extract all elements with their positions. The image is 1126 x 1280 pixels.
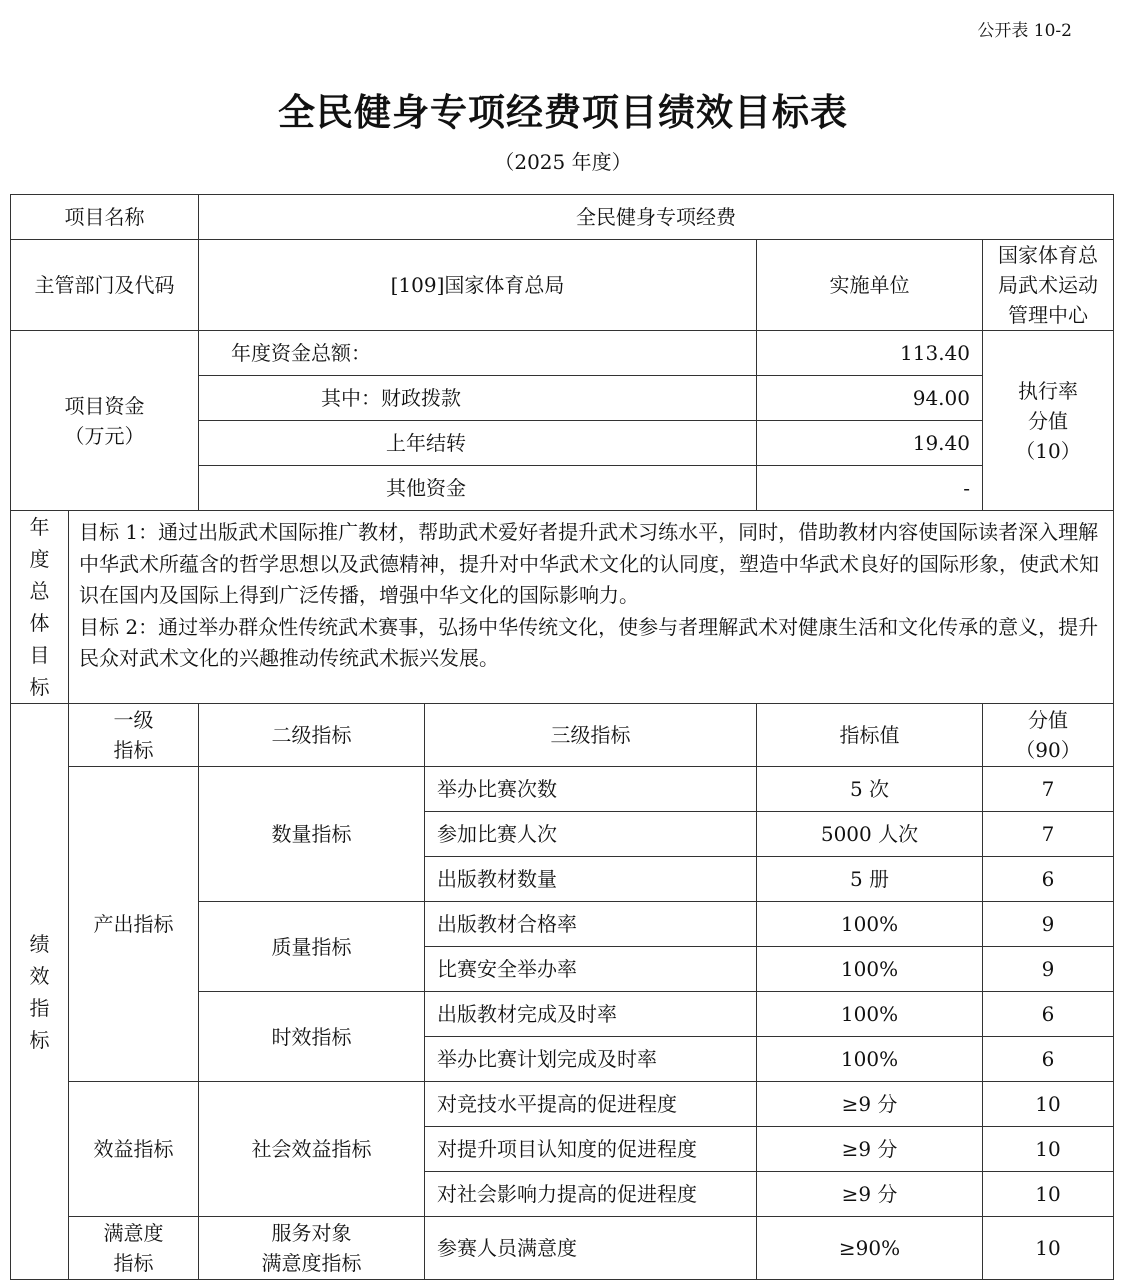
quality-indicator-label: 质量指标 — [199, 902, 425, 992]
satisfaction-indicator-label — [69, 1217, 199, 1280]
exec-rate-score — [983, 331, 1114, 511]
project-name-value: 全民健身专项经费 — [199, 195, 1114, 240]
indicator-value: 100% — [757, 947, 983, 992]
col-header-level3: 三级指标 — [425, 704, 757, 767]
indicator-score: 7 — [983, 812, 1114, 857]
benefit-indicator-label: 效益指标 — [69, 1082, 199, 1217]
indicator-name: 出版教材数量 — [425, 857, 757, 902]
exec-rate-line1: 执行率 — [1018, 378, 1078, 403]
table-row — [11, 1082, 1114, 1127]
col-header-level1 — [69, 704, 199, 767]
indicator-name: 对提升项目认知度的促进程度 — [425, 1127, 757, 1172]
goal-label-char: 体 — [29, 611, 50, 635]
goal-1: 目标 1：通过出版武术国际推广教材，帮助武术爱好者提升武术习练水平，同时，借助教材内容使国际读者深入理解中华武术所蕴含的哲学思想以及武德精神，提升对中华武术文化的认同度，塑造中华武术良好的国际形象，使武术知识在国内及国际上得到广泛传播，增强中华文化的国际影响力。 — [79, 520, 1099, 608]
indicator-value: ≥90% — [757, 1217, 983, 1280]
exec-rate-line3: （10） — [1015, 438, 1081, 463]
dept-label: 主管部门及代码 — [11, 240, 199, 331]
table-row — [11, 767, 1114, 812]
goal-2: 目标 2：通过举办群众性传统武术赛事，弘扬中华传统文化，使参与者理解武术对健康生活和文化传承的意义，提升民众对武术文化的兴趣推动传统武术振兴发展。 — [79, 614, 1099, 671]
dept-value: [109]国家体育总局 — [199, 240, 757, 331]
carryover-label-text: 上年结转 — [386, 431, 466, 455]
indicator-value: 5 册 — [757, 857, 983, 902]
carryover-value: 19.40 — [757, 421, 983, 466]
satisfaction-line2: 指标 — [113, 1251, 154, 1275]
service-satisfaction-label — [199, 1217, 425, 1280]
indicator-value: 100% — [757, 992, 983, 1037]
indicator-score: 9 — [983, 947, 1114, 992]
indicators-label — [11, 704, 69, 1280]
indicator-name: 比赛安全举办率 — [425, 947, 757, 992]
indicator-value: ≥9 分 — [757, 1172, 983, 1217]
fiscal-funds-value: 94.00 — [757, 376, 983, 421]
indicator-score: 10 — [983, 1172, 1114, 1217]
exec-rate-line2: 分值 — [1028, 408, 1068, 433]
indicator-name: 参赛人员满意度 — [425, 1217, 757, 1280]
indicators-label-char: 绩 — [29, 931, 50, 956]
table-row — [11, 1217, 1114, 1280]
page-title: 全民健身专项经费项目绩效目标表 — [278, 91, 848, 134]
goal-label-char: 度 — [29, 547, 50, 571]
indicator-score: 9 — [983, 902, 1114, 947]
service-line1: 服务对象 — [271, 1221, 352, 1245]
col-header-score — [983, 704, 1114, 767]
service-line2: 满意度指标 — [261, 1251, 362, 1275]
total-funds-label — [199, 331, 757, 376]
indicators-label-char: 指 — [29, 995, 50, 1020]
indicator-score: 6 — [983, 857, 1114, 902]
annual-goal-text — [69, 511, 1114, 704]
indicators-label-char: 标 — [29, 1027, 50, 1052]
goal-label-char: 总 — [29, 579, 50, 603]
satisfaction-line1: 满意度 — [103, 1221, 164, 1245]
indicator-score: 7 — [983, 767, 1114, 812]
indicator-score: 6 — [983, 992, 1114, 1037]
indicator-value: 5000 人次 — [757, 812, 983, 857]
annual-goal-label — [11, 511, 69, 704]
indicator-value: ≥9 分 — [757, 1082, 983, 1127]
fiscal-funds-label — [199, 376, 757, 421]
timeliness-indicator-label: 时效指标 — [199, 992, 425, 1082]
indicator-name: 举办比赛计划完成及时率 — [425, 1037, 757, 1082]
indicator-value: 100% — [757, 1037, 983, 1082]
funds-label-line1: 项目资金 — [64, 393, 145, 418]
indicator-score: 10 — [983, 1217, 1114, 1280]
form-code: 公开表 10-2 — [977, 21, 1072, 41]
col-header-value: 指标值 — [757, 704, 983, 767]
impl-label: 实施单位 — [757, 240, 983, 331]
indicator-name: 对社会影响力提高的促进程度 — [425, 1172, 757, 1217]
col-header-level1-line2: 指标 — [113, 738, 154, 762]
col-header-level2: 二级指标 — [199, 704, 425, 767]
funds-label — [11, 331, 199, 511]
social-benefit-label: 社会效益指标 — [199, 1082, 425, 1217]
project-name-label: 项目名称 — [11, 195, 199, 240]
indicator-value: 100% — [757, 902, 983, 947]
indicator-name: 举办比赛次数 — [425, 767, 757, 812]
indicator-score: 10 — [983, 1082, 1114, 1127]
goal-label-char: 年 — [29, 515, 50, 539]
quantity-indicator-label: 数量指标 — [199, 767, 425, 902]
col-header-score-line1: 分值 — [1028, 708, 1068, 732]
output-indicator-label: 产出指标 — [69, 767, 199, 1082]
indicator-name: 出版教材完成及时率 — [425, 992, 757, 1037]
funds-label-line2: （万元） — [64, 423, 145, 448]
indicator-value: ≥9 分 — [757, 1127, 983, 1172]
fiscal-funds-label-text: 其中：财政拨款 — [321, 386, 461, 410]
indicators-label-char: 效 — [29, 963, 50, 988]
other-funds-label — [199, 466, 757, 511]
col-header-level1-line1: 一级 — [113, 708, 154, 732]
performance-goal-table — [10, 194, 1114, 1280]
impl-value: 国家体育总局武术运动管理中心 — [983, 240, 1114, 331]
indicator-name: 参加比赛人次 — [425, 812, 757, 857]
indicator-value: 5 次 — [757, 767, 983, 812]
indicator-score: 10 — [983, 1127, 1114, 1172]
other-funds-label-text: 其他资金 — [386, 476, 466, 500]
total-funds-value: 113.40 — [757, 331, 983, 376]
total-funds-label-text: 年度资金总额： — [231, 341, 371, 365]
indicator-score: 6 — [983, 1037, 1114, 1082]
goal-label-char: 目 — [29, 643, 50, 667]
other-funds-value: - — [757, 466, 983, 511]
indicator-name: 对竞技水平提高的促进程度 — [425, 1082, 757, 1127]
carryover-label — [199, 421, 757, 466]
fiscal-year: （2025 年度） — [494, 150, 632, 174]
indicator-name: 出版教材合格率 — [425, 902, 757, 947]
col-header-score-line2: （90） — [1015, 738, 1081, 762]
goal-label-char: 标 — [29, 675, 50, 699]
